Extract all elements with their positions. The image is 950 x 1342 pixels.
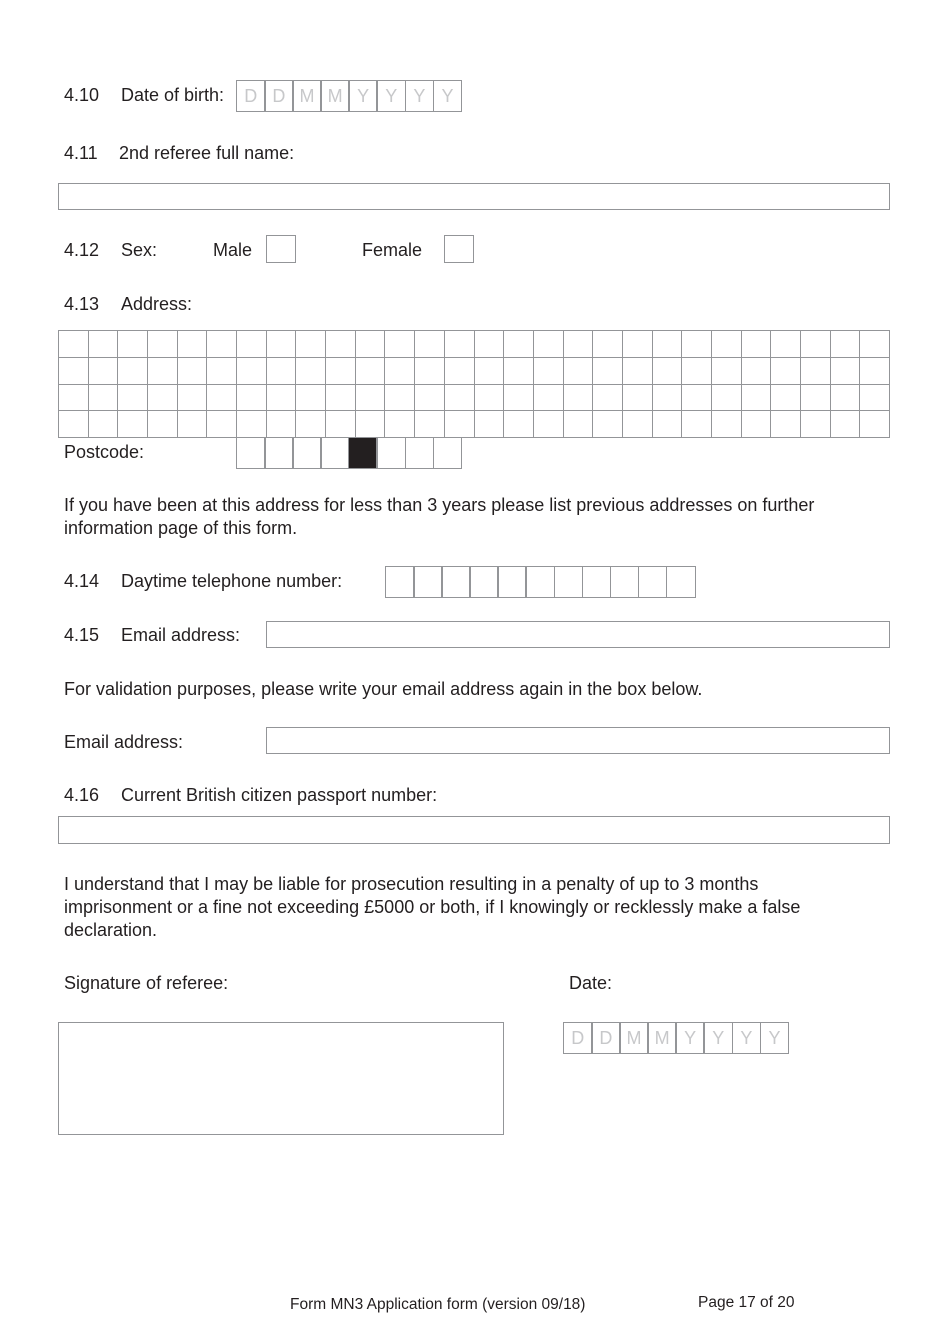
address-char-box[interactable] — [742, 411, 772, 438]
q411-number: 4.11 — [64, 143, 98, 163]
address-char-box[interactable] — [504, 385, 534, 412]
address-char-box[interactable] — [445, 411, 475, 438]
q412-number: 4.12 — [64, 240, 100, 260]
address-char-box[interactable] — [118, 358, 148, 385]
date-month-2[interactable]: M — [647, 1022, 677, 1054]
address-char-box[interactable] — [860, 385, 890, 412]
signature-label: Signature of referee: — [64, 973, 229, 993]
address-char-box[interactable] — [89, 358, 119, 385]
date-label: Date: — [569, 973, 613, 993]
address-char-box[interactable] — [653, 385, 683, 412]
address-char-box[interactable] — [593, 385, 623, 412]
telephone-digit-box[interactable] — [413, 566, 443, 598]
address-char-box[interactable] — [385, 385, 415, 412]
address-char-box[interactable] — [475, 358, 505, 385]
address-char-box[interactable] — [296, 331, 326, 358]
address-char-box[interactable] — [445, 358, 475, 385]
address-char-box[interactable] — [267, 358, 297, 385]
address-char-box[interactable] — [385, 411, 415, 438]
address-char-box[interactable] — [178, 385, 208, 412]
address-char-box[interactable] — [415, 411, 445, 438]
address-char-box[interactable] — [148, 331, 178, 358]
address-char-box[interactable] — [385, 358, 415, 385]
address-char-box[interactable] — [237, 411, 267, 438]
address-char-box[interactable] — [267, 411, 297, 438]
address-char-box[interactable] — [178, 331, 208, 358]
address-char-box[interactable] — [742, 358, 772, 385]
address-char-box[interactable] — [593, 411, 623, 438]
address-char-box[interactable] — [296, 358, 326, 385]
email-again-label: Email address: — [64, 732, 184, 752]
address-char-box[interactable] — [237, 385, 267, 412]
postcode-box[interactable] — [264, 437, 294, 469]
male-label: Male — [213, 240, 253, 260]
address-char-box[interactable] — [415, 385, 445, 412]
address-char-box[interactable] — [564, 411, 594, 438]
q415-label: Email address: — [121, 625, 241, 645]
address-char-box[interactable] — [237, 331, 267, 358]
address-char-box[interactable] — [445, 331, 475, 358]
date-day-2[interactable]: D — [591, 1022, 621, 1054]
address-char-box[interactable] — [504, 411, 534, 438]
address-char-box[interactable] — [296, 411, 326, 438]
dob-month-1[interactable]: M — [292, 80, 322, 112]
address-char-box[interactable] — [771, 358, 801, 385]
address-char-box[interactable] — [564, 358, 594, 385]
address-char-box[interactable] — [59, 385, 89, 412]
address-char-box[interactable] — [653, 331, 683, 358]
address-char-box[interactable] — [415, 331, 445, 358]
address-char-box[interactable] — [831, 358, 861, 385]
address-char-box[interactable] — [385, 331, 415, 358]
address-char-box[interactable] — [771, 331, 801, 358]
address-char-box[interactable] — [504, 358, 534, 385]
address-char-box[interactable] — [356, 331, 386, 358]
postcode-label: Postcode: — [64, 442, 145, 462]
address-char-box[interactable] — [296, 385, 326, 412]
address-char-box[interactable] — [801, 358, 831, 385]
address-char-box[interactable] — [148, 358, 178, 385]
address-char-box[interactable] — [89, 411, 119, 438]
address-char-box[interactable] — [593, 331, 623, 358]
dob-year-1[interactable]: Y — [348, 80, 378, 112]
address-char-box[interactable] — [712, 385, 742, 412]
address-char-box[interactable] — [475, 411, 505, 438]
date-month-1[interactable]: M — [619, 1022, 649, 1054]
address-char-box[interactable] — [504, 331, 534, 358]
q411-label: 2nd referee full name: — [119, 143, 295, 163]
q416-number: 4.16 — [64, 785, 100, 805]
telephone-digit-box[interactable] — [666, 566, 696, 598]
address-char-box[interactable] — [564, 331, 594, 358]
address-char-box[interactable] — [712, 331, 742, 358]
dob-year-4[interactable]: Y — [433, 80, 463, 112]
telephone-boxes[interactable] — [385, 566, 696, 598]
address-char-box[interactable] — [118, 385, 148, 412]
address-char-box[interactable] — [860, 358, 890, 385]
email-confirm-field[interactable] — [266, 727, 890, 754]
q412-label: Sex: — [121, 240, 158, 260]
dob-day-1[interactable]: D — [236, 80, 266, 112]
address-char-box[interactable] — [712, 358, 742, 385]
referee-full-name-field[interactable] — [58, 183, 890, 210]
address-char-box[interactable] — [326, 411, 356, 438]
date-day-1[interactable]: D — [563, 1022, 593, 1054]
address-char-box[interactable] — [178, 411, 208, 438]
q415-number: 4.15 — [64, 625, 100, 645]
address-char-box[interactable] — [623, 385, 653, 412]
address-char-box[interactable] — [237, 358, 267, 385]
validation-note: For validation purposes, please write your email address again in the box below. — [64, 679, 703, 699]
male-checkbox[interactable] — [266, 235, 296, 263]
address-char-box[interactable] — [356, 411, 386, 438]
address-char-box[interactable] — [148, 411, 178, 438]
footer-page-number: Page 17 of 20 — [698, 1294, 795, 1311]
telephone-digit-box[interactable] — [441, 566, 471, 598]
address-history-note: If you have been at this address for less than 3 years please list previous addresses on further information page of this form. — [64, 495, 815, 538]
address-char-box[interactable] — [356, 358, 386, 385]
q414-label: Daytime telephone number: — [121, 571, 343, 591]
address-char-box[interactable] — [623, 358, 653, 385]
date-year-1[interactable]: Y — [675, 1022, 705, 1054]
address-char-box[interactable] — [267, 331, 297, 358]
address-char-box[interactable] — [534, 331, 564, 358]
address-char-box[interactable] — [801, 385, 831, 412]
address-char-box[interactable] — [445, 385, 475, 412]
telephone-digit-box[interactable] — [525, 566, 555, 598]
address-char-box[interactable] — [207, 411, 237, 438]
q413-label: Address: — [121, 294, 193, 314]
address-char-box[interactable] — [653, 358, 683, 385]
address-char-box[interactable] — [534, 411, 564, 438]
address-char-box[interactable] — [89, 385, 119, 412]
declaration-text: I understand that I may be liable for prosecution resulting in a penalty of up to 3 months imprisonment or a fine not exceeding £5000 or both, if I knowingly or recklessly make a false declaration. — [64, 874, 801, 940]
postcode-box[interactable] — [405, 437, 435, 469]
address-char-box[interactable] — [59, 358, 89, 385]
dob-day-2[interactable]: D — [264, 80, 294, 112]
address-char-box[interactable] — [59, 411, 89, 438]
address-char-box[interactable] — [831, 331, 861, 358]
telephone-digit-box[interactable] — [497, 566, 527, 598]
address-char-box[interactable] — [623, 411, 653, 438]
address-char-box[interactable] — [742, 385, 772, 412]
address-char-box[interactable] — [207, 358, 237, 385]
address-char-box[interactable] — [801, 331, 831, 358]
address-char-box[interactable] — [564, 385, 594, 412]
q414-number: 4.14 — [64, 571, 100, 591]
address-char-box[interactable] — [593, 358, 623, 385]
address-char-box[interactable] — [623, 331, 653, 358]
postcode-box[interactable] — [376, 437, 406, 469]
address-char-box[interactable] — [326, 358, 356, 385]
dob-month-2[interactable]: M — [320, 80, 350, 112]
address-char-box[interactable] — [831, 411, 861, 438]
postcode-box[interactable] — [433, 437, 463, 469]
signature-date-boxes[interactable] — [563, 1022, 789, 1054]
q410-number: 4.10 — [64, 85, 100, 105]
address-char-box[interactable] — [860, 411, 890, 438]
address-char-box[interactable] — [682, 411, 712, 438]
address-char-box[interactable] — [712, 411, 742, 438]
date-of-birth-boxes[interactable] — [236, 80, 462, 112]
address-char-box[interactable] — [771, 385, 801, 412]
date-year-4[interactable]: Y — [760, 1022, 790, 1054]
passport-number-field[interactable] — [58, 816, 890, 844]
q413-number: 4.13 — [64, 294, 100, 314]
address-char-box[interactable] — [475, 385, 505, 412]
telephone-digit-box[interactable] — [582, 566, 612, 598]
address-char-box[interactable] — [831, 385, 861, 412]
email-field[interactable] — [266, 621, 890, 648]
address-char-box[interactable] — [326, 331, 356, 358]
telephone-digit-box[interactable] — [554, 566, 584, 598]
address-char-box[interactable] — [682, 385, 712, 412]
address-char-box[interactable] — [475, 331, 505, 358]
address-char-box[interactable] — [118, 411, 148, 438]
postcode-separator — [348, 437, 378, 469]
address-char-box[interactable] — [148, 385, 178, 412]
address-char-box[interactable] — [207, 331, 237, 358]
footer-form-name: Form MN3 Application form (version 09/18) — [290, 1296, 586, 1313]
date-year-2[interactable]: Y — [703, 1022, 733, 1054]
address-char-box[interactable] — [682, 358, 712, 385]
female-label: Female — [362, 240, 423, 260]
postcode-boxes[interactable] — [236, 437, 462, 469]
address-char-box[interactable] — [178, 358, 208, 385]
address-char-box[interactable] — [860, 331, 890, 358]
address-char-box[interactable] — [771, 411, 801, 438]
address-char-box[interactable] — [118, 331, 148, 358]
address-char-box[interactable] — [326, 385, 356, 412]
address-char-box[interactable] — [415, 358, 445, 385]
date-year-3[interactable]: Y — [732, 1022, 762, 1054]
telephone-digit-box[interactable] — [638, 566, 668, 598]
telephone-digit-box[interactable] — [610, 566, 640, 598]
address-char-box[interactable] — [89, 331, 119, 358]
dob-year-2[interactable]: Y — [376, 80, 406, 112]
address-char-box[interactable] — [207, 385, 237, 412]
postcode-box[interactable] — [292, 437, 322, 469]
q410-label: Date of birth: — [121, 85, 225, 105]
address-char-box[interactable] — [534, 385, 564, 412]
address-char-box[interactable] — [356, 385, 386, 412]
address-char-box[interactable] — [682, 331, 712, 358]
signature-box[interactable] — [58, 1022, 504, 1135]
address-char-box[interactable] — [59, 331, 89, 358]
postcode-box[interactable] — [320, 437, 350, 469]
address-char-box[interactable] — [267, 385, 297, 412]
q416-label: Current British citizen passport number: — [121, 785, 438, 805]
telephone-digit-box[interactable] — [469, 566, 499, 598]
address-char-box[interactable] — [742, 331, 772, 358]
address-char-box[interactable] — [534, 358, 564, 385]
telephone-digit-box[interactable] — [385, 566, 415, 598]
address-grid[interactable] — [58, 330, 890, 438]
female-checkbox[interactable] — [444, 235, 474, 263]
address-char-box[interactable] — [653, 411, 683, 438]
postcode-box[interactable] — [236, 437, 266, 469]
address-char-box[interactable] — [801, 411, 831, 438]
dob-year-3[interactable]: Y — [405, 80, 435, 112]
